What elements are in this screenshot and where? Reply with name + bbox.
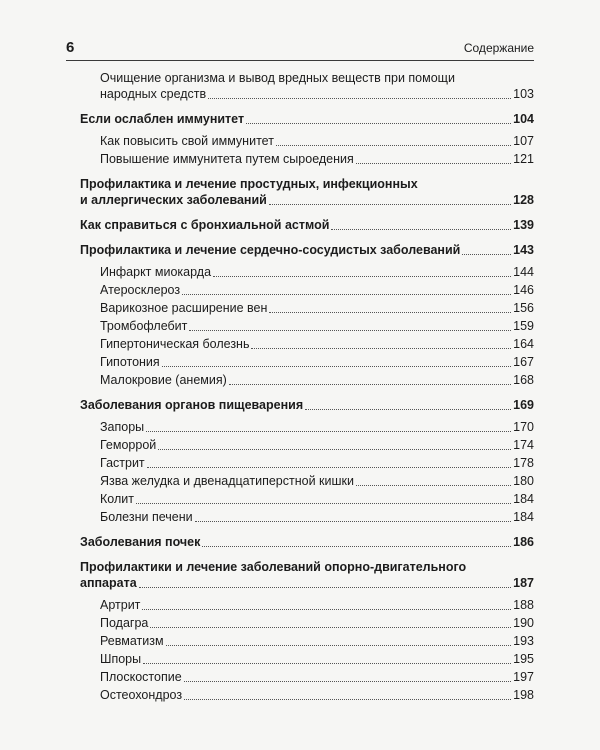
toc-entry xyxy=(80,282,534,298)
toc-entry xyxy=(80,509,534,525)
toc-entry xyxy=(80,318,534,334)
dot-leader xyxy=(184,681,511,682)
dot-leader xyxy=(208,98,511,99)
toc-entry-title: Язва желудка и двенадцатиперстной кишки xyxy=(100,474,354,488)
toc-chapter-page: 139 xyxy=(513,218,534,232)
toc-entry-title: Гипотония xyxy=(100,355,160,369)
toc-chapter-title: Если ослаблен иммунитет xyxy=(80,112,245,126)
toc-entry xyxy=(80,354,534,370)
table-of-contents xyxy=(80,70,534,703)
dot-leader xyxy=(189,330,511,331)
toc-entry-page: 195 xyxy=(513,652,534,666)
dot-leader xyxy=(139,587,511,588)
toc-entry-title: Как повысить свой иммунитет xyxy=(100,134,274,148)
toc-entry-title: Геморрой xyxy=(100,438,157,452)
dot-leader xyxy=(147,467,511,468)
toc-entry-page: 121 xyxy=(513,152,534,166)
toc-entry xyxy=(80,455,534,471)
dot-leader xyxy=(195,521,512,522)
toc-entry-title-line2: народных средств xyxy=(100,87,207,101)
toc-entry xyxy=(80,687,534,703)
toc-chapter-title: Заболевания органов пищеварения xyxy=(80,398,304,412)
toc-entry-page: 168 xyxy=(513,373,534,387)
toc-entry-page: 184 xyxy=(513,510,534,524)
dot-leader xyxy=(246,123,511,124)
toc-entry-page: 146 xyxy=(513,283,534,297)
running-header xyxy=(66,40,534,61)
dot-leader xyxy=(251,348,511,349)
dot-leader xyxy=(162,366,511,367)
toc-entry xyxy=(80,597,534,613)
dot-leader xyxy=(213,276,511,277)
toc-entry-page: 107 xyxy=(513,134,534,148)
toc-entry xyxy=(80,372,534,388)
toc-entry-title: Запоры xyxy=(100,420,145,434)
dot-leader xyxy=(166,645,512,646)
toc-entry xyxy=(80,633,534,649)
toc-entry xyxy=(80,70,534,102)
toc-entry-title: Плоскостопие xyxy=(100,670,182,684)
toc-chapter-title: Профилактика и лечение сердечно-сосудистых заболеваний xyxy=(80,243,461,257)
dot-leader xyxy=(146,431,511,432)
toc-entry xyxy=(80,264,534,280)
toc-chapter xyxy=(80,397,534,413)
toc-entry-title: Болезни печени xyxy=(100,510,193,524)
toc-entry-page: 184 xyxy=(513,492,534,506)
toc-entry-title: Тромбофлебит xyxy=(100,319,188,333)
toc-chapter-title: Заболевания почек xyxy=(80,535,201,549)
toc-chapter-page: 169 xyxy=(513,398,534,412)
toc-entry-page: 180 xyxy=(513,474,534,488)
toc-entry xyxy=(80,491,534,507)
toc-entry-page: 159 xyxy=(513,319,534,333)
dot-leader xyxy=(182,294,511,295)
toc-entry-title: Гастрит xyxy=(100,456,145,470)
toc-chapter xyxy=(80,534,534,550)
toc-entry-page: 178 xyxy=(513,456,534,470)
toc-entry-title-line1: Очищение организма и вывод вредных веществ при помощи xyxy=(100,71,455,85)
toc-entry xyxy=(80,151,534,167)
toc-entry xyxy=(80,669,534,685)
toc-entry-title: Гипертоническая болезнь xyxy=(100,337,250,351)
dot-leader xyxy=(462,254,511,255)
toc-entry-page: 198 xyxy=(513,688,534,702)
dot-leader xyxy=(276,145,511,146)
toc-entry-page: 167 xyxy=(513,355,534,369)
toc-entry-page: 193 xyxy=(513,634,534,648)
toc-chapter xyxy=(80,217,534,233)
page-number: 6 xyxy=(66,39,75,56)
toc-entry xyxy=(80,133,534,149)
dot-leader xyxy=(229,384,511,385)
toc-chapter-title-line1: Профилактики и лечение заболеваний опорно-двигательного xyxy=(80,560,467,574)
toc-entry-page: 174 xyxy=(513,438,534,452)
toc-entry-title: Малокровие (анемия) xyxy=(100,373,227,387)
toc-chapter-page: 186 xyxy=(513,535,534,549)
dot-leader xyxy=(305,409,511,410)
toc-chapter xyxy=(80,176,534,208)
dot-leader xyxy=(269,312,511,313)
dot-leader xyxy=(331,229,511,230)
toc-chapter-page: 104 xyxy=(513,112,534,126)
toc-entry-page: 103 xyxy=(513,87,534,101)
toc-entry-title: Ревматизм xyxy=(100,634,164,648)
toc-entry-title: Шпоры xyxy=(100,652,142,666)
section-title: Содержание xyxy=(463,41,534,55)
toc-entry xyxy=(80,651,534,667)
dot-leader xyxy=(136,503,511,504)
toc-entry-page: 164 xyxy=(513,337,534,351)
toc-entry-page: 170 xyxy=(513,420,534,434)
dot-leader xyxy=(142,609,511,610)
toc-chapter-page: 128 xyxy=(513,193,534,207)
toc-entry xyxy=(80,300,534,316)
toc-entry-title: Инфаркт миокарда xyxy=(100,265,212,279)
toc-chapter-page: 143 xyxy=(513,243,534,257)
toc-chapter-title-line2: аппарата xyxy=(80,576,137,590)
toc-entry xyxy=(80,419,534,435)
dot-leader xyxy=(356,485,511,486)
dot-leader xyxy=(158,449,511,450)
toc-chapter-title-line2: и аллергических заболеваний xyxy=(80,193,267,207)
toc-entry xyxy=(80,437,534,453)
toc-entry-title: Атеросклероз xyxy=(100,283,181,297)
toc-chapter-title: Как справиться с бронхиальной астмой xyxy=(80,218,330,232)
toc-chapter xyxy=(80,242,534,258)
dot-leader xyxy=(202,546,511,547)
toc-entry-page: 197 xyxy=(513,670,534,684)
toc-entry-title: Колит xyxy=(100,492,134,506)
toc-entry xyxy=(80,615,534,631)
toc-chapter xyxy=(80,559,534,591)
dot-leader xyxy=(184,699,511,700)
toc-chapter xyxy=(80,111,534,127)
toc-entry-title: Повышение иммунитета путем сыроедения xyxy=(100,152,354,166)
toc-entry-page: 144 xyxy=(513,265,534,279)
toc-chapter-page: 187 xyxy=(513,576,534,590)
toc-entry-title: Остеохондроз xyxy=(100,688,183,702)
dot-leader xyxy=(150,627,511,628)
toc-entry-title: Артрит xyxy=(100,598,141,612)
toc-entry xyxy=(80,336,534,352)
toc-entry xyxy=(80,473,534,489)
toc-entry-page: 190 xyxy=(513,616,534,630)
toc-chapter-title-line1: Профилактика и лечение простудных, инфекционных xyxy=(80,177,418,191)
toc-entry-title: Подагра xyxy=(100,616,149,630)
toc-entry-page: 188 xyxy=(513,598,534,612)
dot-leader xyxy=(356,163,511,164)
toc-entry-title: Варикозное расширение вен xyxy=(100,301,268,315)
dot-leader xyxy=(143,663,511,664)
dot-leader xyxy=(269,204,511,205)
toc-entry-page: 156 xyxy=(513,301,534,315)
